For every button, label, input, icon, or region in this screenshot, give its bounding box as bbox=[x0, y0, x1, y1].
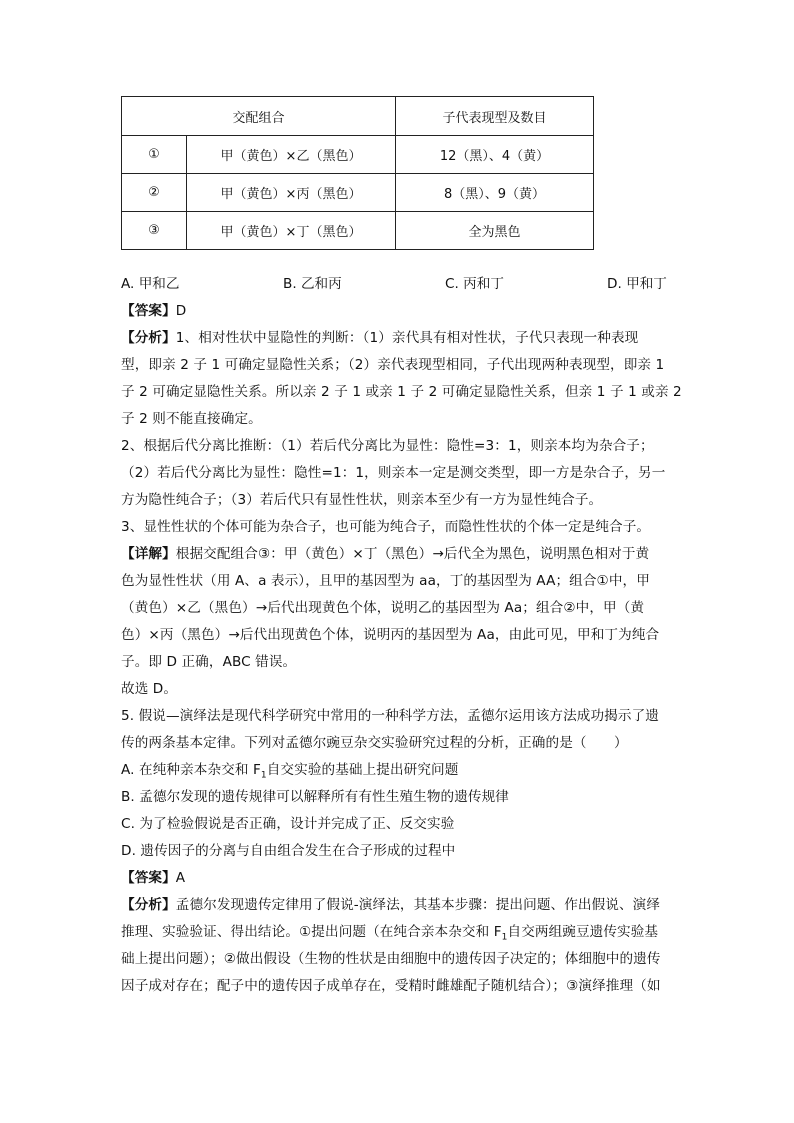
answer-value: D bbox=[175, 303, 187, 319]
q4-option-c: C. 丙和丁 bbox=[445, 276, 504, 292]
q4-analysis-line: 型，即亲 2 子 1 可确定显隐性关系；（2）亲代表现型相同，子代出现两种表现型，即亲 1 bbox=[121, 357, 665, 373]
q4-analysis-line: 3、显性性状的个体可能为杂合子，也可能为纯合子，而隐性性状的个体一定是纯合子。 bbox=[121, 519, 651, 535]
analysis-tag: 【分析】 bbox=[121, 897, 176, 913]
answer-tag: 【答案】 bbox=[121, 870, 176, 886]
row-result: 8（黑）、9（黄） bbox=[396, 174, 594, 212]
q5-option-c: C. 为了检验假说是否正确，设计并完成了正、反交实验 bbox=[121, 816, 455, 832]
explanation-body bbox=[121, 298, 681, 1000]
q5-stem: 5. 假说—演绎法是现代科学研究中常用的一种科学方法，孟德尔运用该方法成功揭示了遗 bbox=[121, 708, 659, 724]
q5-answer bbox=[121, 865, 681, 892]
row-cross: 甲（黄色）×丁（黑色） bbox=[187, 212, 396, 250]
q5-analysis-line: 【分析】孟德尔发现遗传定律用了假说-演绎法，其基本步骤：提出问题、作出假说、演绎 bbox=[121, 897, 661, 913]
cross-results-table bbox=[121, 96, 594, 250]
detail-tag: 【详解】 bbox=[121, 546, 176, 562]
header-cross-combination: 交配组合 bbox=[122, 97, 396, 136]
q4-detail-line: （黄色）×乙（黑色）→后代出现黄色个体，说明乙的基因型为 Aa；组合②中，甲（黄 bbox=[121, 600, 645, 616]
table-row bbox=[122, 174, 594, 212]
answer-tag: 【答案】 bbox=[121, 303, 176, 319]
q5-option-a: A. 在纯种亲本杂交和 $F_1$自交实验的基础上提出研究问题 bbox=[121, 762, 459, 781]
table-row bbox=[122, 212, 594, 250]
q5-analysis-line: 因子成对存在；配子中的遗传因子成单存在，受精时雌雄配子随机结合）；③演绎推理（如 bbox=[121, 978, 661, 994]
q4-analysis-line: 方为隐性纯合子；（3）若后代只有显性性状，则亲本至少有一方为显性纯合子。 bbox=[121, 492, 603, 508]
q5-analysis-line: 础上提出问题）；②做出假设（生物的性状是由细胞中的遗传因子决定的；体细胞中的遗传 bbox=[121, 951, 661, 967]
answer-value: A bbox=[175, 870, 186, 886]
row-number: ③ bbox=[122, 212, 187, 250]
row-result: 全为黑色 bbox=[396, 212, 594, 250]
q4-option-b: B. 乙和丙 bbox=[283, 276, 342, 292]
q4-option-a: A. 甲和乙 bbox=[121, 276, 180, 292]
q4-options bbox=[121, 272, 681, 294]
table-header-row bbox=[122, 97, 594, 136]
q5-analysis-line: 推理、实验验证、得出结论。①提出问题（在纯合亲本杂交和 $F_1$自交两组豌豆遗传实验基 bbox=[121, 924, 659, 943]
q4-answer bbox=[121, 298, 681, 325]
q5-option-d: D. 遗传因子的分离与自由组合发生在合子形成的过程中 bbox=[121, 843, 456, 859]
row-result: 12（黑）、4（黄） bbox=[396, 136, 594, 174]
q4-detail-line: 【详解】根据交配组合③：甲（黄色）×丁（黑色）→后代全为黑色，说明黑色相对于黄 bbox=[121, 546, 650, 562]
q4-conclusion: 故选 D。 bbox=[121, 681, 178, 697]
q4-detail-line: 子。即 D 正确，ABC 错误。 bbox=[121, 654, 297, 670]
q4-analysis-line: 【分析】1、相对性状中显隐性的判断：（1）亲代具有相对性状，子代只表现一种表现 bbox=[121, 330, 639, 346]
q4-analysis-line: 子 2 可确定显隐性关系。所以亲 2 子 1 或亲 1 子 2 可确定显隐性关系，但亲 1 子 1 或亲 2 bbox=[121, 384, 682, 400]
q4-analysis-line: （2）若后代分离比为显性：隐性=1：1，则亲本一定是测交类型，即一方是杂合子，另一 bbox=[121, 465, 666, 481]
row-cross: 甲（黄色）×丙（黑色） bbox=[187, 174, 396, 212]
row-number: ② bbox=[122, 174, 187, 212]
analysis-tag: 【分析】 bbox=[121, 330, 176, 346]
table-row bbox=[122, 136, 594, 174]
q4-analysis-line: 子 2 则不能直接确定。 bbox=[121, 411, 262, 427]
q5-option-b: B. 孟德尔发现的遗传规律可以解释所有有性生殖生物的遗传规律 bbox=[121, 789, 509, 805]
row-cross: 甲（黄色）×乙（黑色） bbox=[187, 136, 396, 174]
q5-stem: 传的两条基本定律。下列对孟德尔豌豆杂交实验研究过程的分析，正确的是（ ） bbox=[121, 735, 628, 751]
row-number: ① bbox=[122, 136, 187, 174]
header-offspring: 子代表现型及数目 bbox=[396, 97, 594, 136]
q4-detail-line: 色为显性性状（用 A、a 表示），且甲的基因型为 aa，丁的基因型为 AA；组合①中，甲 bbox=[121, 573, 650, 589]
q4-option-d: D. 甲和丁 bbox=[607, 276, 667, 292]
q4-analysis-line: 2、根据后代分离比推断：（1）若后代分离比为显性：隐性=3：1，则亲本均为杂合子； bbox=[121, 438, 654, 454]
q4-detail-line: 色）×丙（黑色）→后代出现黄色个体，说明丙的基因型为 Aa，由此可见，甲和丁为纯合 bbox=[121, 627, 660, 643]
